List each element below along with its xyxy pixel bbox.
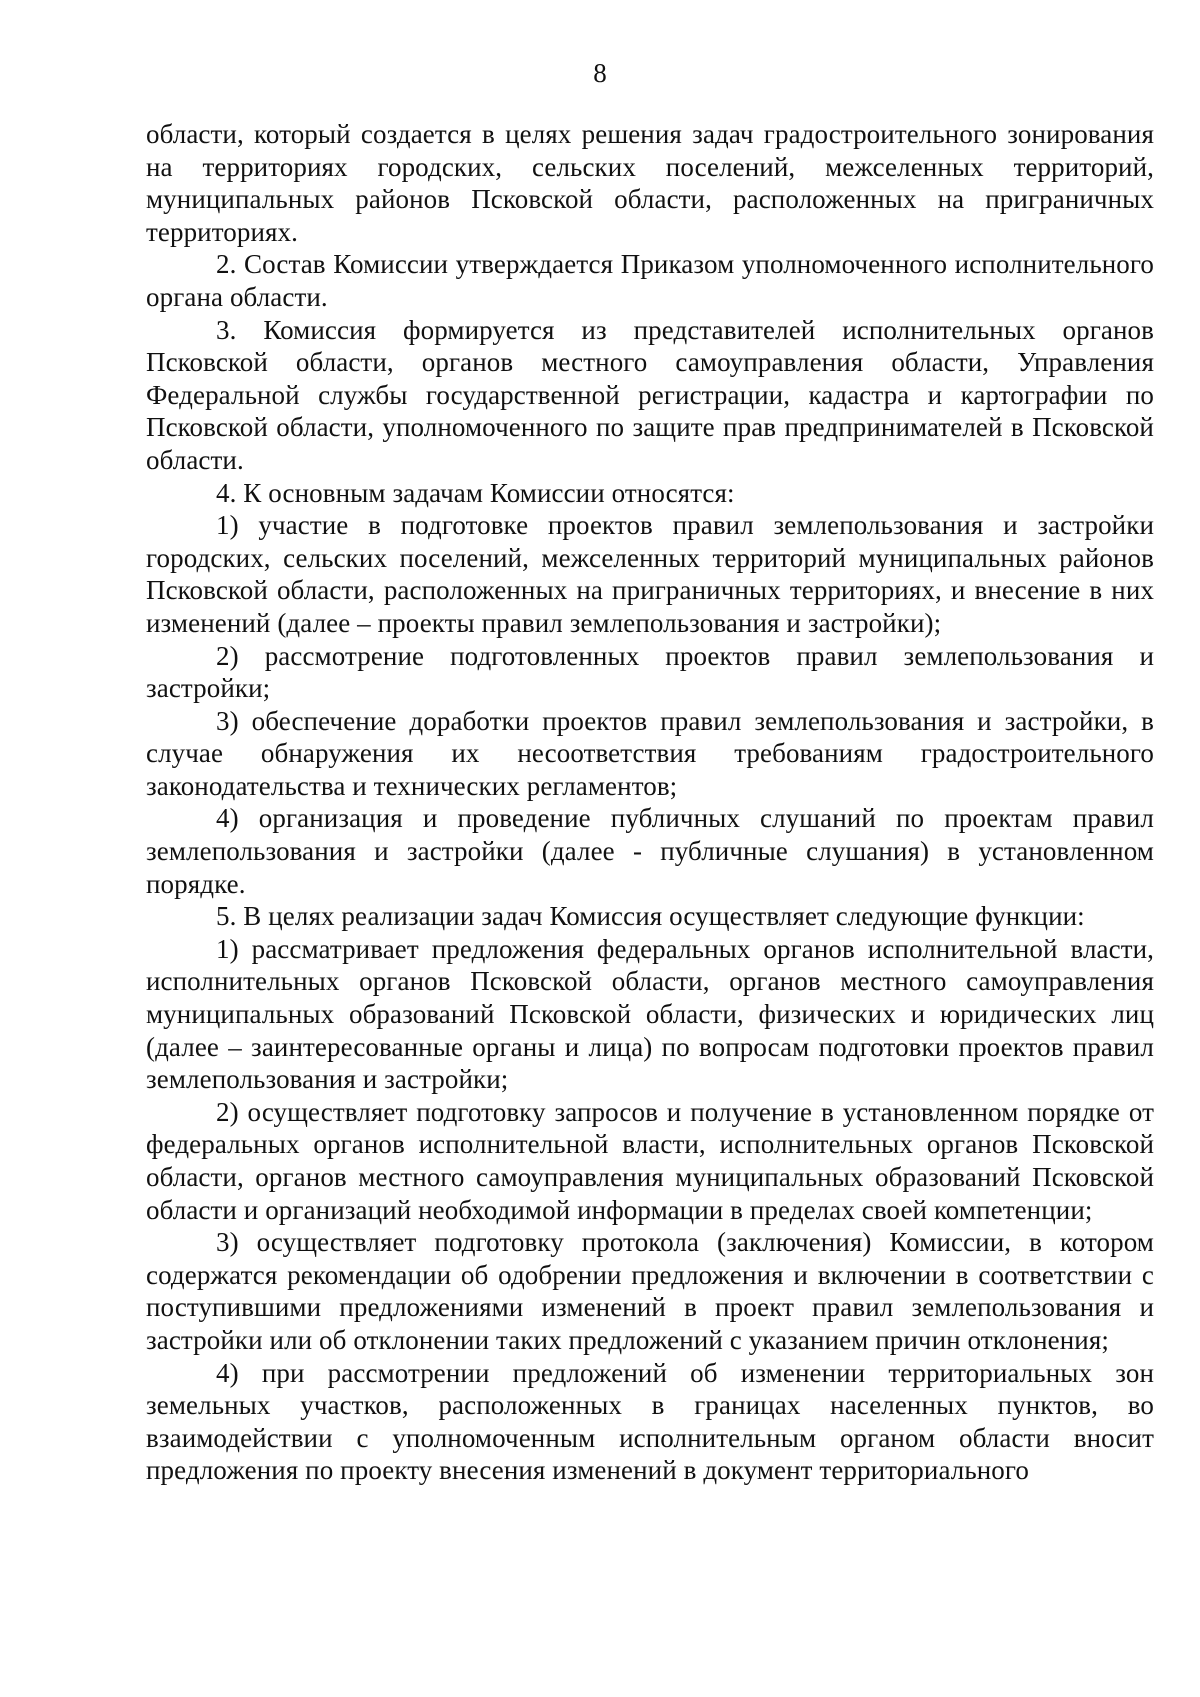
paragraph-item-5: 5. В целях реализации задач Комиссия осуществляет следующие функции: bbox=[216, 901, 1085, 932]
paragraph-item-2: 2. Состав Комиссии утверждается Приказом уполномоченного исполнительного органа области. bbox=[146, 249, 1154, 312]
paragraph-function-3: 3) осуществляет подготовку протокола (заключения) Комиссии, в котором содержатся рекомендации об одобрении предложения и включении в соответствии с поступившими предложениями изменений в проект правил землепользования и застройки или об отклонении таких предложений с указанием причин отклонения; bbox=[146, 1227, 1154, 1355]
paragraph-item-4: 4. К основным задачам Комиссии относятся: bbox=[216, 477, 735, 508]
paragraph-task-4: 4) организация и проведение публичных слушаний по проектам правил землепользования и застройки (далее - публичные слушания) в установленном порядке. bbox=[146, 803, 1154, 899]
paragraph-item-3: 3. Комиссия формируется из представителей исполнительных органов Псковской области, органов местного самоуправления области, Управления Федеральной службы государственной регистрации, кадастра и картографии по Псковской области, уполномоченного по защите прав предпринимателей в Псковской области. bbox=[146, 314, 1154, 475]
paragraph-function-4: 4) при рассмотрении предложений об изменении территориальных зон земельных участков, расположенных в границах населенных пунктов, во взаимодействии с уполномоченным исполнительным органом области вносит предложения по проекту внесения изменений в документ территориального bbox=[146, 1357, 1154, 1486]
paragraph-task-3: 3) обеспечение доработки проектов правил землепользования и застройки, в случае обнаружения их несоответствия требованиям градостроительного законодательства и технических регламентов; bbox=[146, 705, 1154, 801]
document-body bbox=[146, 118, 1154, 1487]
paragraph-function-2: 2) осуществляет подготовку запросов и получение в установленном порядке от федеральных органов исполнительной власти, исполнительных органов Псковской области, органов местного самоуправления муниципальных образований Псковской области и организаций необходимой информации в пределах своей компетенции; bbox=[146, 1096, 1154, 1225]
page-number: 8 bbox=[593, 58, 607, 88]
paragraph-continuation: области, который создается в целях решения задач градостроительного зонирования на территориях городских, сельских поселений, межселенных территорий, муниципальных районов Псковской области, расположенных на приграничных территориях. bbox=[146, 119, 1154, 247]
paragraph-task-2: 2) рассмотрение подготовленных проектов правил землепользования и застройки; bbox=[146, 640, 1154, 704]
paragraph-function-1: 1) рассматривает предложения федеральных органов исполнительной власти, исполнительных органов Псковской области, органов местного самоуправления муниципальных образований Псковской области, физических и юридических лиц (далее – заинтересованные органы и лица) по вопросам подготовки проектов правил землепользования и застройки; bbox=[146, 933, 1154, 1095]
paragraph-task-1: 1) участие в подготовке проектов правил землепользования и застройки городских, сельских поселений, межселенных территорий муниципальных районов Псковской области, расположенных на приграничных территориях, и внесение в них изменений (далее – проекты правил землепользования и застройки); bbox=[146, 510, 1154, 638]
